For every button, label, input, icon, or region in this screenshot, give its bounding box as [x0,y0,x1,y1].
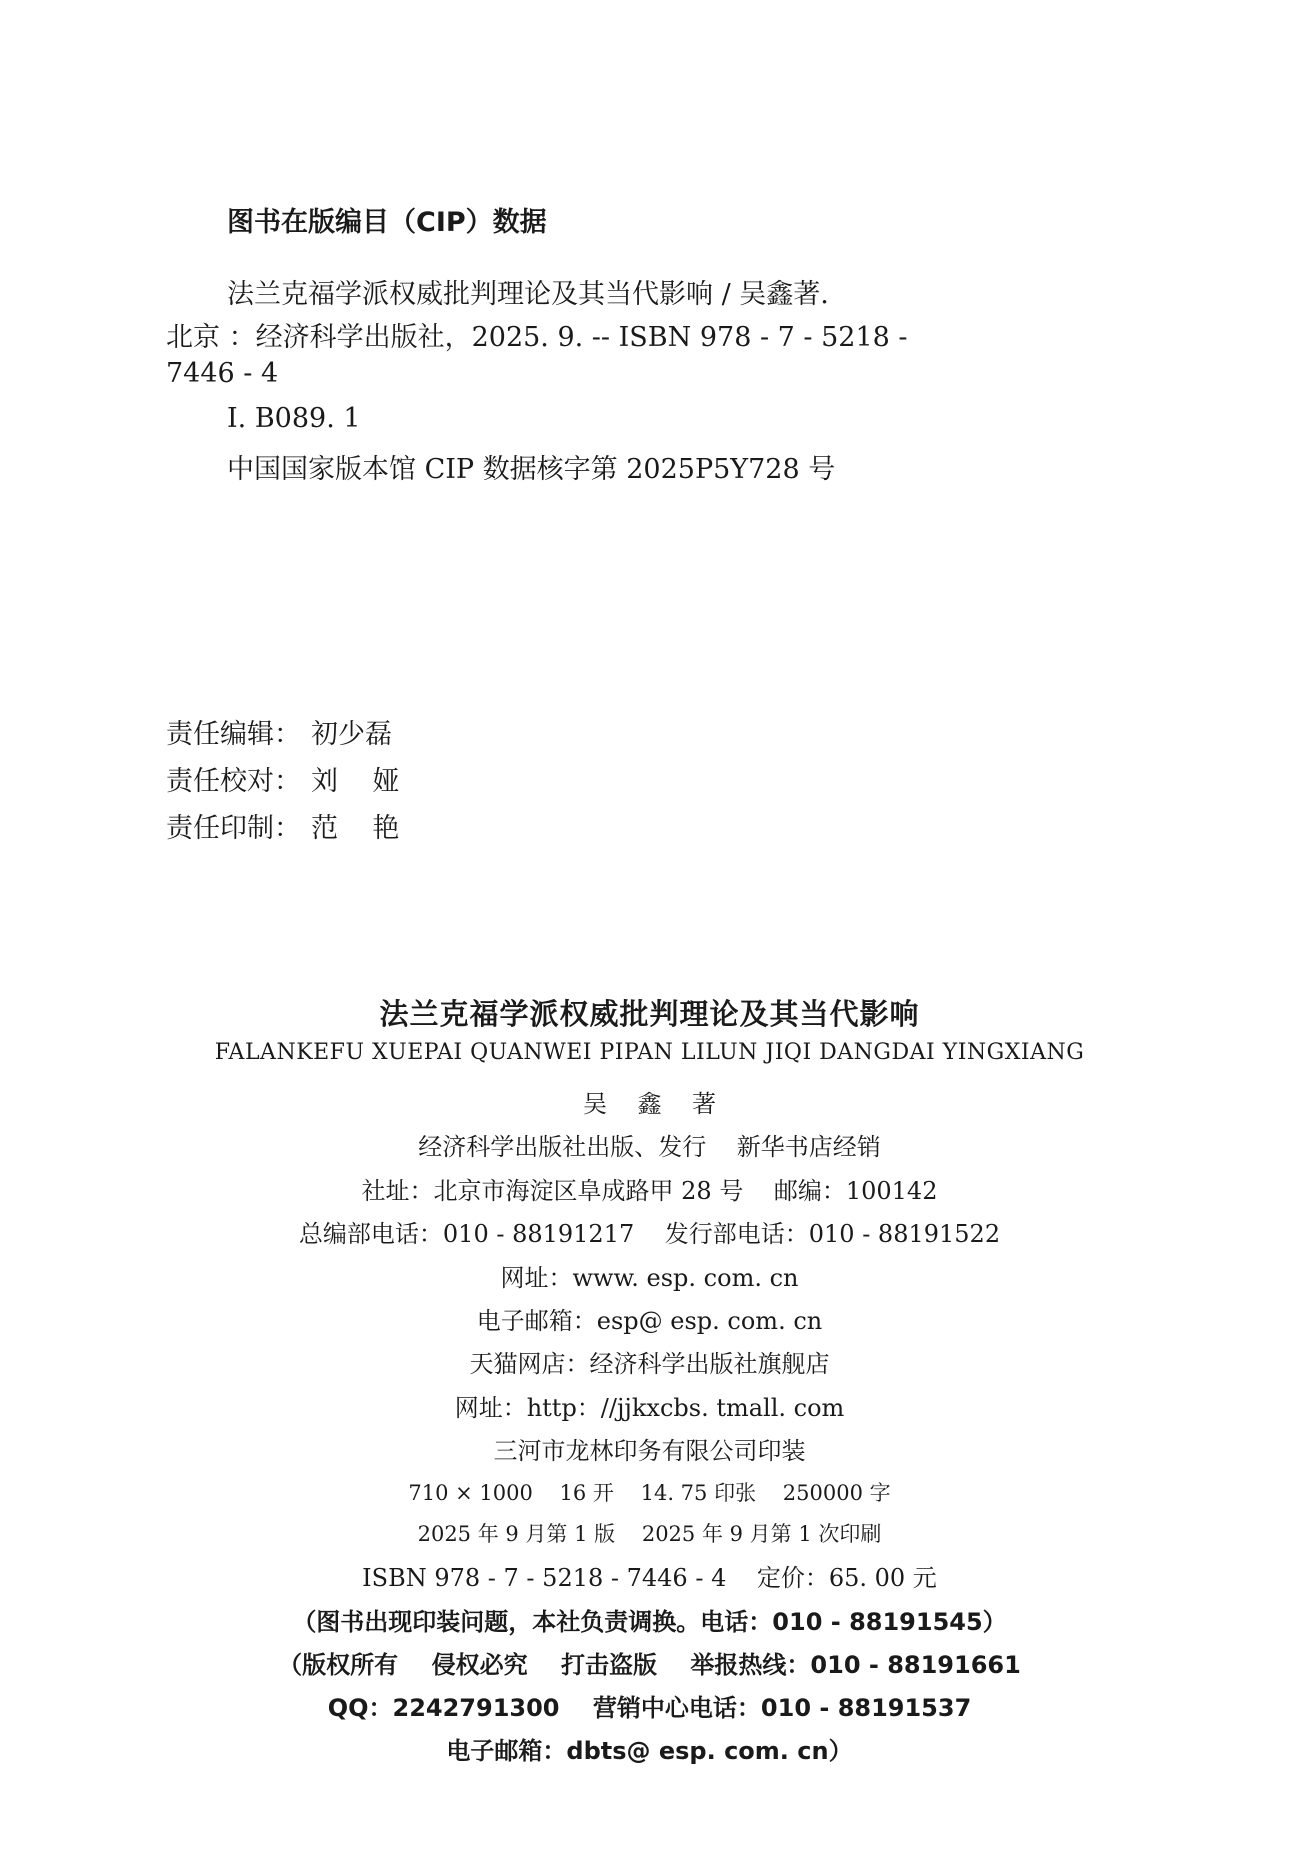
book-title-cn: 法兰克福学派权威批判理论及其当代影响 [379,997,920,1031]
notice-email: 电子邮箱：dbts@ esp. com. cn） [446,1737,853,1765]
address-line: 社址：北京市海淀区阜成路甲 28 号 邮编：100142 [361,1177,938,1205]
notice-print-issues: （图书出现印装问题，本社负责调换。电话：010 - 88191545） [292,1608,1007,1636]
cip-classification: Ⅰ. B089. 1 [227,403,361,434]
staff-label: 责任校对： [166,766,301,797]
cip-heading: 图书在版编目（CIP）数据 [227,207,547,238]
staff-printing [166,806,399,845]
phones-line: 总编部电话：010 - 88191217 发行部电话：010 - 88191522 [298,1220,1001,1248]
notice-copyright: （版权所有 侵权必究 打击盗版 举报热线：010 - 88191661 [278,1651,1021,1679]
printer-line: 三河市龙林印务有限公司印装 [493,1437,806,1465]
cip-record-number: 中国国家版本馆 CIP 数据核字第 2025P5Y728 号 [227,454,836,485]
tmall-store-line: 天猫网店：经济科学出版社旗舰店 [469,1350,830,1378]
staff-label: 责任编辑： [166,719,301,750]
publisher-line: 经济科学出版社出版、发行 新华书店经销 [418,1133,881,1161]
notice-contact: QQ：2242791300 营销中心电话：010 - 88191537 [327,1694,972,1722]
edition-line: 2025 年 9 月第 1 版 2025 年 9 月第 1 次印刷 [417,1522,882,1546]
book-title-pinyin: FALANKEFU XUEPAI QUANWEI PIPAN LILUN JIQI DANGDAI YINGXIANG [214,1040,1085,1065]
staff-value: 范 艳 [311,813,400,844]
cip-title-line: 法兰克福学派权威批判理论及其当代影响 / 吴鑫著. [227,279,829,310]
cip-publisher-line: 北京 ：经济科学出版社，2025. 9. -- ISBN 978 - 7 - 5218 - [166,322,908,353]
staff-editor [166,712,392,751]
book-author: 吴 鑫 著 [582,1090,717,1118]
tmall-url-line: 网址：http：//jjkxcbs. tmall. com [454,1394,845,1422]
email-line: 电子邮箱：esp@ esp. com. cn [476,1307,823,1335]
staff-value: 刘 娅 [311,766,400,797]
staff-value: 初少磊 [311,719,392,750]
format-line: 710 × 1000 16 开 14. 75 印张 250000 字 [408,1481,891,1505]
cip-isbn-continuation: 7446 - 4 [166,358,279,389]
isbn-price-line: ISBN 978 - 7 - 5218 - 7446 - 4 定价：65. 00 元 [362,1564,937,1592]
staff-label: 责任印制： [166,813,301,844]
staff-proofreader [166,759,399,798]
website-line: 网址：www. esp. com. cn [500,1264,799,1292]
